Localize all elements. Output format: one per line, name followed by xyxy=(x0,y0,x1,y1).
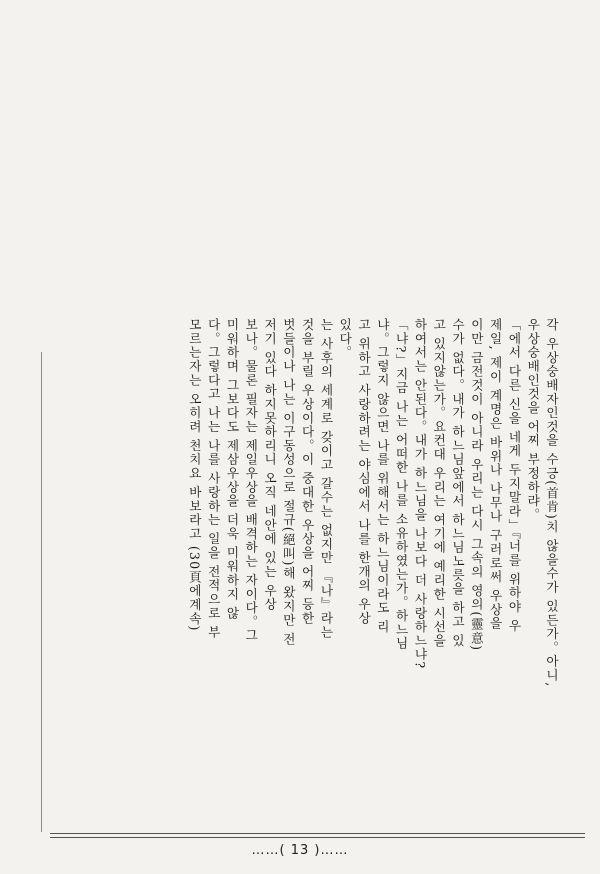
left-margin-rule xyxy=(41,352,42,832)
text-column: 는 사후의 세계로 갖이고 갈수는 없지만 『나』라는 xyxy=(318,318,334,640)
page-number: ……( 13 )…… xyxy=(251,843,349,858)
text-column: 이만 금전것이 아니라 우리는 다시 그속의 영의(靈意) xyxy=(468,318,484,652)
text-column: 「에서 다른 신을 네게 두지말라」『너를 위하야 우 xyxy=(506,318,522,633)
text-column: 각 우상숭배자인것을 수긍(首肯)치 않을수가 있든가。아니, xyxy=(544,318,559,688)
text-column: 있다。 xyxy=(337,318,353,360)
text-column: 벗들이나 나는 이구동성으로 절규(絕叫)해 왔지만 전 xyxy=(280,318,296,647)
text-column: 저기 있다 하지못하리니 오직 네안에 있는 우상 xyxy=(262,318,278,612)
text-column: 「냐?」지금 나는 어떠한 나를 소유하였는가。하느님 xyxy=(393,318,409,651)
vertical-text-body xyxy=(184,318,560,823)
text-column: 냐。그렇지 않으면 나를 위해서는 하느님이라도 리 xyxy=(374,318,390,634)
text-column: 모르는자는 오히려 천치요 바보라고 (30頁에계속) xyxy=(186,318,202,632)
text-column: 우상숭배인것을 어찌 부정하랴。 xyxy=(525,318,541,522)
text-column: 다。그렇다고 나는 나를 사랑하는 일을 전적으로 부 xyxy=(205,318,221,640)
text-column: 고 있지않는가。요컨대 우리는 여기에 예리한 시선을 xyxy=(431,318,447,648)
text-column: 미워하며 그보다도 제삼우상을 더욱 미워하지 않 xyxy=(224,318,240,621)
text-column: 보나。물론 필자는 제일우상을 배격하는 자이다。그 xyxy=(243,318,259,643)
text-column: 수가 없다。내가 하느님앞에서 하느님노릇을 하고 있 xyxy=(450,318,466,648)
text-column: 고 위하고 사랑하려는 야심에서 나를 한개의 우상 xyxy=(356,318,372,626)
text-column: 제일, 제이 계명은 바위나 나무나 구러로써 우상을 xyxy=(487,318,503,631)
text-column: 하여서는 안된다。내가 하느님을 나보다 더 사랑하느냐? xyxy=(412,318,428,670)
bottom-double-rule xyxy=(50,833,585,838)
text-column: 것을 부릴 우상이다。이 중대한 우상을 어찌 등한 xyxy=(299,318,315,626)
